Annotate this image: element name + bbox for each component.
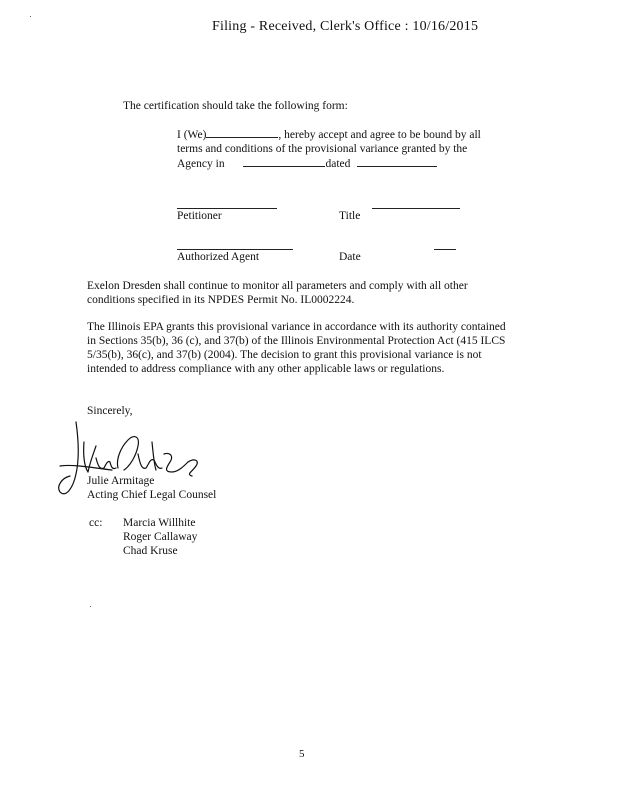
authorized-agent-label: Authorized Agent: [177, 251, 260, 263]
certification-line-1: [177, 127, 507, 142]
cc-label: cc:: [89, 517, 103, 529]
certification-line-3: [177, 156, 507, 171]
petitioner-label: Petitioner: [177, 210, 222, 222]
date-blank: [357, 156, 437, 167]
signer-name: Julie Armitage: [87, 475, 155, 487]
scan-speck: [30, 16, 31, 17]
scan-speck: [90, 606, 91, 607]
filing-stamp: Filing - Received, Clerk's Office : 10/16/2015: [212, 19, 479, 34]
monitoring-paragraph: Exelon Dresden shall continue to monitor all parameters and comply with all other conditions specified in its NPDES Permit No. IL0002224.: [87, 280, 468, 306]
certification-line-1-suffix: , hereby accept and agree to be bound by all: [278, 129, 481, 141]
certification-intro: The certification should take the following form:: [123, 100, 348, 112]
signer-title: Acting Chief Legal Counsel: [87, 489, 217, 501]
cc-recipient: Marcia Willhite: [123, 517, 196, 529]
page-number: 5: [299, 748, 305, 760]
cc-recipient: Roger Callaway: [123, 531, 198, 543]
certification-line-2: terms and conditions of the provisional variance granted by the: [177, 143, 468, 155]
date-signature-line: [434, 249, 456, 250]
cc-recipient: Chad Kruse: [123, 545, 178, 557]
certification-line-3-prefix: Agency in: [177, 158, 225, 170]
agency-blank: [243, 156, 325, 167]
name-blank: [206, 127, 278, 138]
certification-line-3-mid: dated: [325, 158, 351, 170]
title-label: Title: [339, 210, 361, 222]
certification-line-1-prefix: I (We): [177, 129, 207, 141]
cc-recipients: [123, 516, 197, 558]
closing-salutation: Sincerely,: [87, 405, 133, 417]
title-signature-line: [372, 208, 460, 209]
authority-paragraph: The Illinois EPA grants this provisional variance in accordance with its authority contained in Sections 35(b), 36 (c), and 37(b) of the Illinois Environmental Protection Act (415 ILCS 5/35(b), 36(c), and 37(b) (2004). The decision to grant this provisional variance is not intended to address compliance with any other applicable laws or regulations.: [87, 321, 506, 375]
date-label: Date: [339, 251, 361, 263]
certification-form: [177, 127, 507, 171]
